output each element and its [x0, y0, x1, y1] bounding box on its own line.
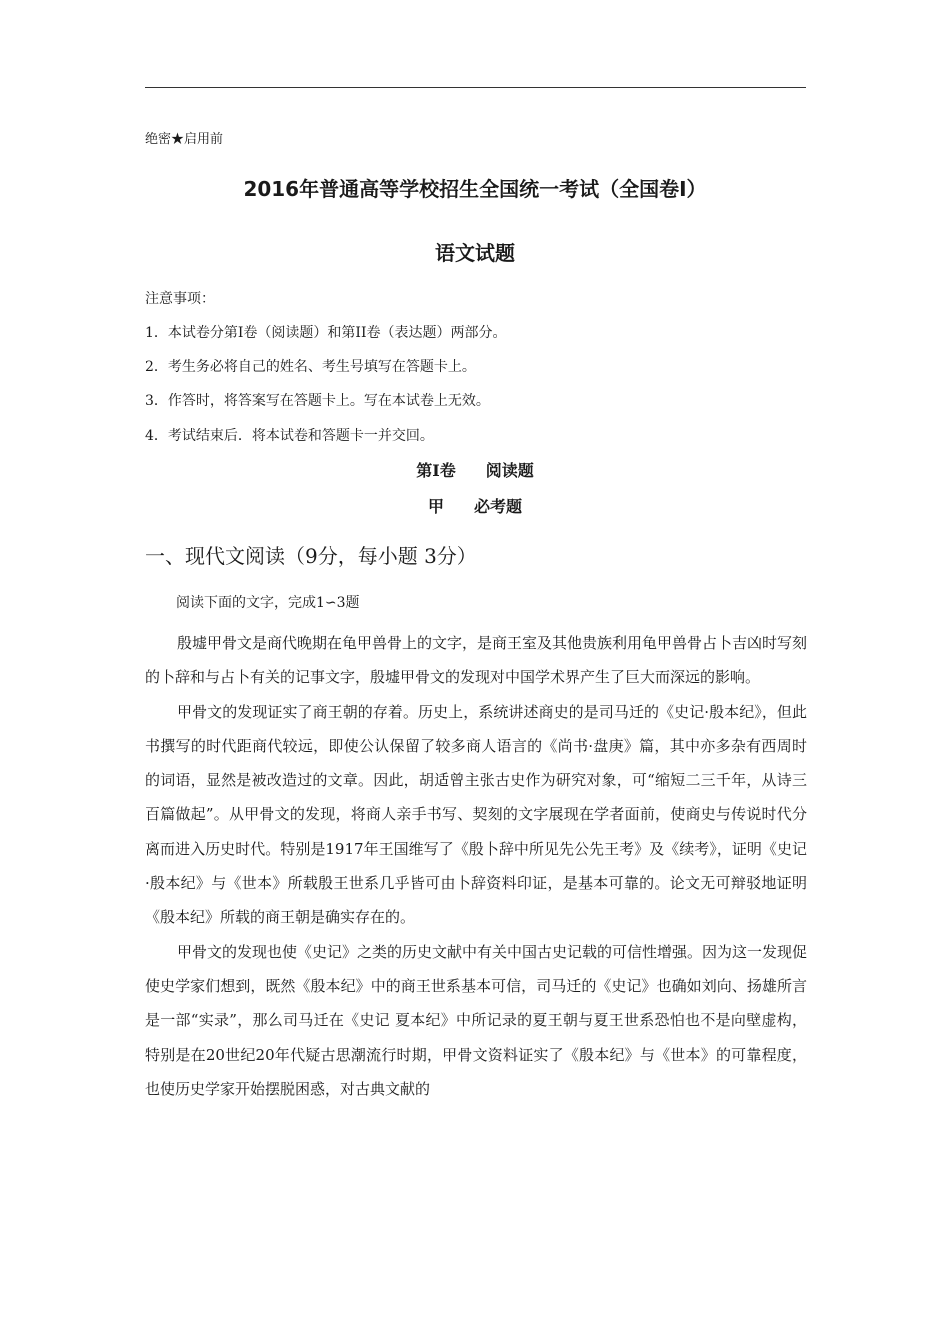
- passage-paragraph: 殷墟甲骨文是商代晚期在龟甲兽骨上的文字，是商王室及其他贵族利用龟甲兽骨占卜吉凶时写刻的卜辞和与占卜有关的记事文字，殷墟甲骨文的发现对中国学术界产生了巨大而深远的影响。: [145, 634, 808, 687]
- section-heading: 一、现代文阅读（9分，每小题 3分）: [145, 544, 477, 568]
- header-rule: [145, 87, 806, 88]
- volume-heading: [0, 458, 950, 481]
- secret-mark: 绝密★启用前: [145, 132, 224, 147]
- passage-paragraph: 甲骨文的发现证实了商王朝的存着。历史上，系统讲述商史的是司马迁的《史记·殷本纪》，但此书撰写的时代距商代较远，即使公认保留了较多商人语言的《尚书·盘庚》篇，其中亦多杂有西周时的词语，显然是被改造过的文章。因此，胡适曾主张古史作为研究对象，可“缩短二三千年，从诗三百篇做起”。从甲骨文的发现，将商人亲手书写、契刻的文字展现在学者面前，使商史与传说时代分离而进入历史时代。特别是1917年王国维写了《殷卜辞中所见先公先王考》及《续考》，证明《史记·殷本纪》与《世本》所载殷王世系几乎皆可由卜辞资料印证，是基本可靠的。论文无可辩驳地证明《殷本纪》所载的商王朝是确实存在的。: [145, 702, 807, 927]
- notice-heading: 注意事项：: [145, 291, 215, 307]
- part-label: 甲: [427, 497, 444, 516]
- notice-item: 4．考试结束后．将本试卷和答题卡一并交回。: [145, 428, 434, 444]
- notice-item: 3．作答时，将答案写在答题卡上。写在本试卷上无效。: [145, 393, 490, 409]
- volume-label: 第Ⅰ卷: [416, 461, 456, 480]
- notice-item: 2．考生务必将自己的姓名、考生号填写在答题卡上。: [145, 359, 476, 375]
- volume-name: 阅读题: [485, 461, 534, 480]
- subject-title: 语文试题: [435, 241, 515, 265]
- exam-title: 2016年普通高等学校招生全国统一考试（全国卷Ⅰ）: [243, 177, 707, 201]
- passage-paragraph: 甲骨文的发现也使《史记》之类的历史文献中有关中国古史记载的可信性增强。因为这一发现促使史学家们想到，既然《殷本纪》中的商王世系基本可信，司马迁的《史记》也确如刘向、扬雄所言是一部“实录”，那么司马迁在《史记 夏本纪》中所记录的夏王朝与夏王世系恐怕也不是向壁虚构，特别是在20世纪20年代疑古思潮流行时期，甲骨文资料证实了《殷本纪》与《世本》的可靠程度，也使历史学家开始摆脱困惑，对古典文献的: [145, 942, 808, 1098]
- part-name: 必考题: [474, 497, 523, 516]
- reading-passage: [145, 626, 807, 1106]
- part-heading: [0, 494, 950, 517]
- notice-item: 1．本试卷分第Ⅰ卷（阅读题）和第II卷（表达题）两部分。: [145, 325, 507, 341]
- section-instruction: 阅读下面的文字，完成1∽3题: [176, 595, 360, 611]
